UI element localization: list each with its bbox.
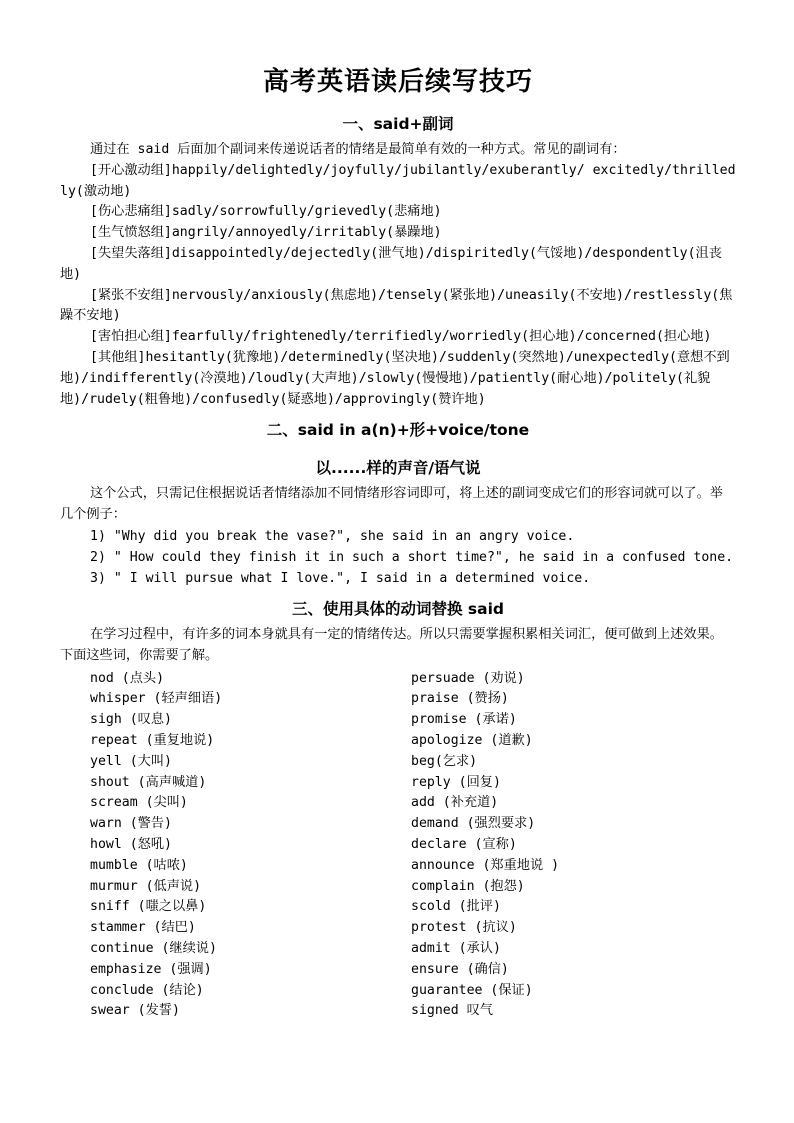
list-item: scream (尖叫)	[90, 795, 188, 811]
list-item: shout (高声喊道)	[90, 774, 207, 790]
list-item: protest (抗议)	[411, 920, 517, 936]
list-item: stammer (结巴)	[90, 920, 196, 936]
list-item: swear (发誓)	[90, 1003, 180, 1019]
section-2-subheading: 以......样的声音/语气说	[315, 459, 481, 478]
section-1-paragraph: [害怕担心组]fearfully/frightenedly/terrifiedly/worriedly(担心地)/concerned(担心地)	[90, 329, 712, 345]
section-1-paragraph: [生气愤怒组]angrily/annoyedly/irritably(暴躁地)	[90, 225, 442, 241]
list-item: announce (郑重地说 )	[411, 857, 560, 873]
list-item: demand (强烈要求)	[411, 816, 536, 832]
list-item: reply (回复)	[411, 774, 501, 790]
section-1-paragraph: [紧张不安组]nervously/anxiously(焦虑地)/tensely(紧张地)/uneasily(不安地)/restlessly(焦躁不安地)	[60, 287, 733, 324]
example-sentence: 3) " I will pursue what I love.", I said in a determined voice.	[90, 570, 591, 586]
verb-list	[60, 669, 736, 1023]
section-1-paragraph: [其他组]hesitantly(犹豫地)/determinedly(坚决地)/suddenly(突然地)/unexpectedly(意想不到地)/indifferently(冷漠地)/loudly(大声地)/slowly(慢慢地)/patiently(耐心地)/politely(礼貌地)/rudely(粗鲁地)/confusedly(疑惑地)/approvingly(赞许地)	[60, 349, 730, 407]
list-item: murmur (低声说)	[90, 878, 202, 894]
section-2-heading: 二、said in a(n)+形+voice/tone	[266, 421, 530, 440]
list-item: ensure (确信)	[411, 961, 509, 977]
list-item: continue (继续说)	[90, 940, 217, 956]
verb-list-left-column	[60, 669, 411, 1023]
list-item: admit (承认)	[411, 940, 501, 956]
verb-list-right-column	[411, 669, 736, 1023]
list-item: emphasize (强调)	[90, 961, 212, 977]
section-2-intro: 这个公式，只需记住根据说话者情绪添加不同情绪形容词即可，将上述的副词变成它们的形容词就可以了。举几个例子：	[60, 486, 723, 523]
section-1-paragraph: [伤心悲痛组]sadly/sorrowfully/grievedly(悲痛地)	[90, 204, 442, 220]
list-item: apologize (道歉)	[411, 732, 533, 748]
example-sentence: 1) "Why did you break the vase?", she said in an angry voice.	[90, 528, 575, 544]
list-item: sniff (嗤之以鼻)	[90, 899, 207, 915]
list-item: mumble (咕哝)	[90, 857, 188, 873]
list-item: praise (赞扬)	[411, 691, 509, 707]
document-page	[60, 62, 736, 1022]
list-item: beg(乞求)	[411, 753, 478, 769]
list-item: guarantee (保证)	[411, 982, 533, 998]
list-item: persuade (劝说)	[411, 670, 525, 686]
list-item: conclude (结论)	[90, 982, 204, 998]
list-item: add (补充道)	[411, 795, 499, 811]
section-1-paragraph: 通过在 said 后面加个副词来传递说话者的情绪是最简单有效的一种方式。常见的副词有：	[90, 142, 626, 157]
list-item: sigh (叹息)	[90, 712, 172, 728]
section-1-body	[60, 140, 736, 410]
section-1-paragraph: [开心激动组]happily/delightedly/joyfully/jubilantly/exuberantly/ excitedly/thrilledly(激动地)	[60, 162, 736, 199]
list-item: warn (警告)	[90, 816, 172, 832]
list-item: signed 叹气	[411, 1003, 493, 1019]
list-item: nod (点头)	[90, 670, 165, 686]
list-item: declare (宣称)	[411, 836, 517, 852]
example-sentence: 2) " How could they finish it in such a short time?", he said in a confused tone.	[90, 549, 734, 565]
list-item: complain (抱怨)	[411, 878, 525, 894]
section-3-heading: 三、使用具体的动词替换 said	[292, 599, 504, 618]
list-item: promise (承诺)	[411, 712, 517, 728]
section-1-heading: 一、said+副词	[342, 115, 454, 133]
section-1-paragraph: [失望失落组]disappointedly/dejectedly(泄气地)/dispiritedly(气馁地)/despondently(沮丧地)	[60, 245, 722, 282]
document-title: 高考英语读后续写技巧	[262, 67, 533, 97]
list-item: scold (批评)	[411, 899, 501, 915]
list-item: whisper (轻声细语)	[90, 691, 223, 707]
list-item: yell (大叫)	[90, 753, 172, 769]
section-3-intro: 在学习过程中，有许多的词本身就具有一定的情绪传达。所以只需要掌握积累相关词汇，便可做到上述效果。下面这些词，你需要了解。	[60, 626, 723, 663]
list-item: repeat (重复地说)	[90, 732, 215, 748]
list-item: howl (怒吼)	[90, 836, 172, 852]
